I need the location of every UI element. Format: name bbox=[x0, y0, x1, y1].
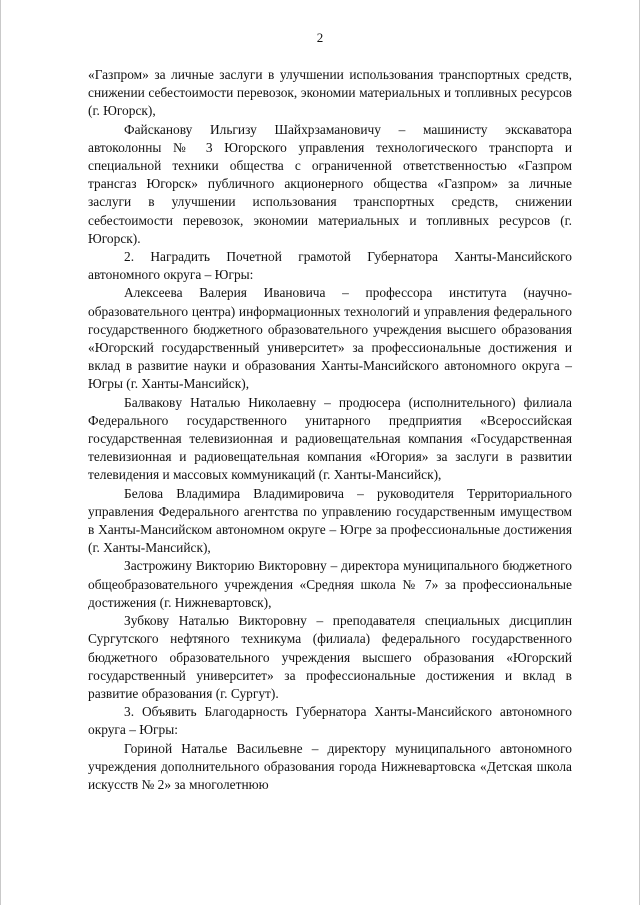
left-scan-edge bbox=[0, 0, 1, 905]
document-body bbox=[88, 66, 572, 794]
paragraph: 3. Объявить Благодарность Губернатора Ханты-Мансийского автономного округа – Югры: bbox=[88, 704, 572, 738]
paragraph: Гориной Наталье Васильевне – директору муниципального автономного учреждения дополнительного образования города Нижневартовска «Детская школа искусств № 2» за многолетнюю bbox=[88, 740, 572, 792]
paragraph: Застрожину Викторию Викторовну – директора муниципального бюджетного общеобразовательного учреждения «Средняя школа № 7» за профессиональные достижения (г. Нижневартовск), bbox=[88, 558, 572, 610]
page-number: 2 bbox=[316, 30, 324, 45]
paragraph: Зубкову Наталью Викторовну – преподавателя специальных дисциплин Сургутского нефтяного техникума (филиала) федерального государственного бюджетного образовательного учреждения высшего образования «Югорский государственный университет» за профессиональные достижения и вклад в развитие образования (г. Сургут). bbox=[88, 613, 572, 701]
paragraph: Балваковy Наталью Николаевну – продюсера (исполнительного) филиала Федерального государственного унитарного предприятия «Всероссийская государственная телевизионная и радиовещательная компания «Государственная телевизионная и радиовещательная компания «Югория» за заслуги в развитии телевидения и массовых коммуникаций (г. Ханты-Мансийск), bbox=[88, 394, 572, 483]
paragraph: Белова Владимира Владимировича – руководителя Территориального управления Федерального агентства по управлению государственным имуществом в Ханты-Мансийском автономном округе – Югре за профессиональные достижения (г. Ханты-Мансийск), bbox=[88, 485, 572, 556]
paragraph: «Газпром» за личные заслуги в улучшении использования транспортных средств, снижении себестоимости перевозок, экономии материальных и топливных ресурсов (г. Югорск), bbox=[88, 67, 572, 119]
paragraph: Алексеева Валерия Ивановича – профессора института (научно-образовательного центра) информационных технологий и управления федерального государственного бюджетного образовательного учреждения высшего образования «Югорский государственный университет» за профессиональные достижения и вклад в развитие науки и образования Ханты-Мансийского автономного округа – Югры (г. Ханты-Мансийск), bbox=[88, 285, 572, 392]
paragraph: Файсканову Ильгизу Шайхрзамановичу – машинисту экскаватора автоколонны № 3 Югорского управления технологического транспорта и специальной техники общества с ограниченной ответственностью «Газпром трансгаз Югорск» публичного акционерного общества «Газпром» за личные заслуги в улучшении использования транспортных средств, снижении себестоимости перевозок, экономии материальных и топливных ресурсов (г. Югорск). bbox=[88, 121, 572, 246]
paragraph: 2. Наградить Почетной грамотой Губернатора Ханты-Мансийского автономного округа – Югры: bbox=[88, 249, 572, 283]
